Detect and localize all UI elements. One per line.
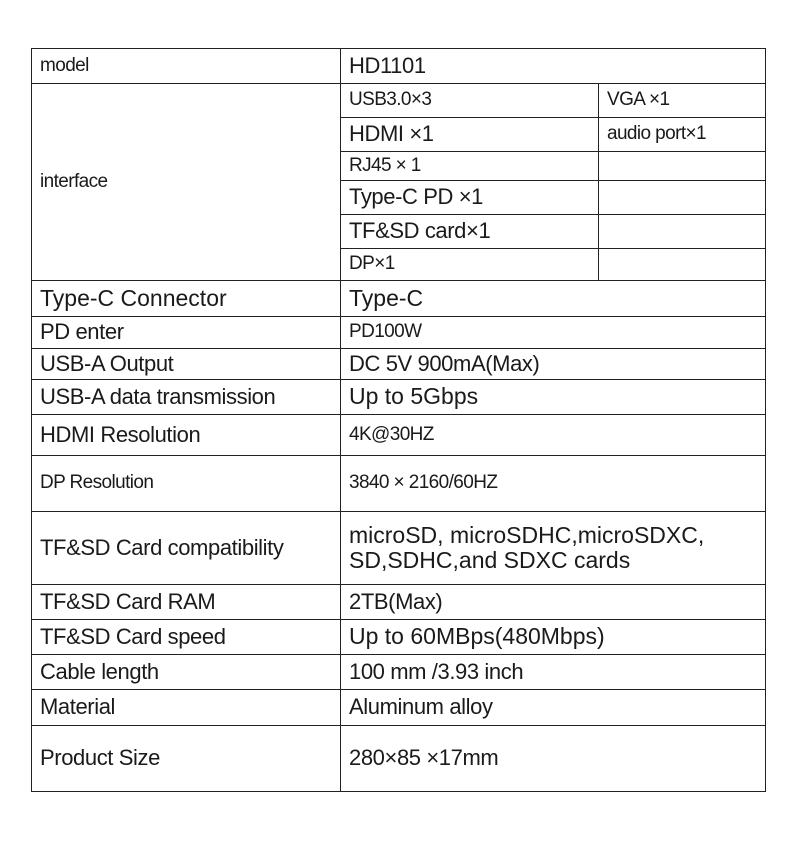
value-hdmi-resolution: 4K@30HZ xyxy=(341,415,766,456)
value-tfsd-compat-line1: microSD, microSDHC,microSDXC, xyxy=(349,521,705,548)
row-usba-data xyxy=(32,380,766,415)
port-typec-pd: Type-C PD ×1 xyxy=(341,181,599,215)
row-dp-resolution xyxy=(32,456,766,512)
row-cable-length xyxy=(32,655,766,690)
port-empty-1 xyxy=(599,152,766,181)
port-tfsd: TF&SD card×1 xyxy=(341,215,599,249)
label-usba-output: USB-A Output xyxy=(32,349,341,380)
row-usba-output xyxy=(32,349,766,380)
port-dp: DP×1 xyxy=(341,249,599,281)
value-dp-resolution: 3840 × 2160/60HZ xyxy=(341,456,766,512)
label-dp-resolution: DP Resolution xyxy=(32,456,341,512)
label-product-size: Product Size xyxy=(32,726,341,792)
label-pd-enter: PD enter xyxy=(32,317,341,349)
value-tfsd-speed: Up to 60MBps(480Mbps) xyxy=(341,620,766,655)
port-audio: audio port×1 xyxy=(599,118,766,152)
label-interface: interface xyxy=(32,84,341,281)
port-empty-2 xyxy=(599,181,766,215)
value-tfsd-compat xyxy=(341,512,766,585)
port-rj45: RJ45 × 1 xyxy=(341,152,599,181)
value-product-size: 280×85 ×17mm xyxy=(341,726,766,792)
row-product-size xyxy=(32,726,766,792)
label-typec-connector: Type-C Connector xyxy=(32,281,341,317)
value-pd-enter: PD100W xyxy=(341,317,766,349)
row-typec-connector xyxy=(32,281,766,317)
value-model: HD1101 xyxy=(341,49,766,84)
label-tfsd-speed: TF&SD Card speed xyxy=(32,620,341,655)
spec-table xyxy=(31,48,766,792)
label-model: model xyxy=(32,49,341,84)
label-material: Material xyxy=(32,690,341,726)
port-hdmi: HDMI ×1 xyxy=(341,118,599,152)
value-tfsd-compat-line2: SD,SDHC,and SDXC cards xyxy=(349,547,631,573)
port-vga: VGA ×1 xyxy=(599,84,766,118)
label-tfsd-ram: TF&SD Card RAM xyxy=(32,585,341,620)
port-empty-3 xyxy=(599,215,766,249)
row-model xyxy=(32,49,766,84)
value-material: Aluminum alloy xyxy=(341,690,766,726)
value-cable-length: 100 mm /3.93 inch xyxy=(341,655,766,690)
row-pd-enter xyxy=(32,317,766,349)
label-hdmi-resolution: HDMI Resolution xyxy=(32,415,341,456)
value-typec-connector: Type-C xyxy=(341,281,766,317)
port-empty-4 xyxy=(599,249,766,281)
row-material xyxy=(32,690,766,726)
value-usba-data: Up to 5Gbps xyxy=(341,380,766,415)
label-usba-data: USB-A data transmission xyxy=(32,380,341,415)
row-tfsd-compat xyxy=(32,512,766,585)
row-tfsd-speed xyxy=(32,620,766,655)
label-tfsd-compat: TF&SD Card compatibility xyxy=(32,512,341,585)
value-tfsd-ram: 2TB(Max) xyxy=(341,585,766,620)
label-cable-length: Cable length xyxy=(32,655,341,690)
value-usba-output: DC 5V 900mA(Max) xyxy=(341,349,766,380)
port-usb: USB3.0×3 xyxy=(341,84,599,118)
row-hdmi-resolution xyxy=(32,415,766,456)
row-interface-1 xyxy=(32,84,766,118)
row-tfsd-ram xyxy=(32,585,766,620)
